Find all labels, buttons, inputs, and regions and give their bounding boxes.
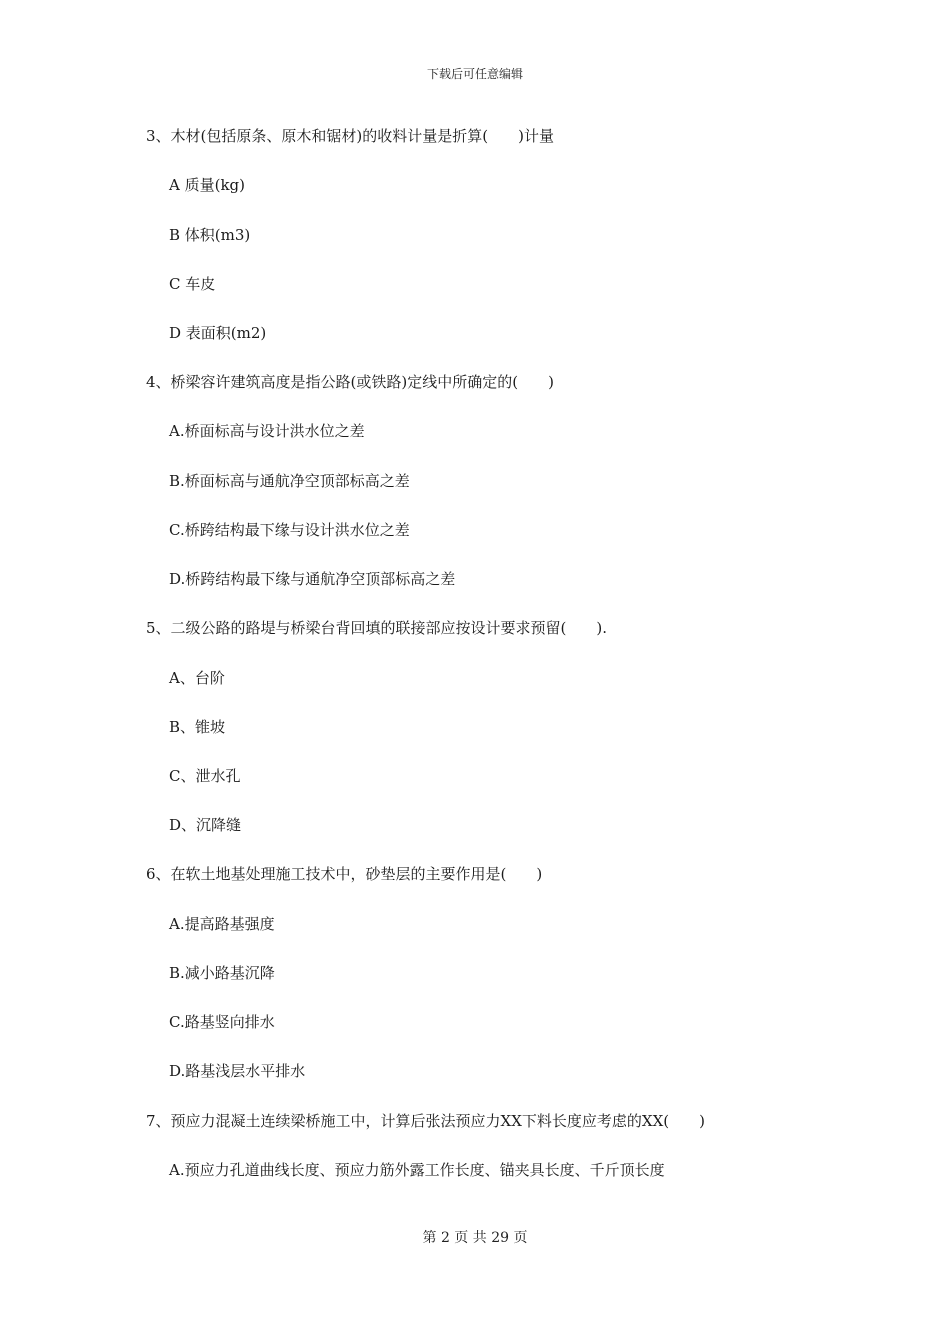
option-6d: D.路基浅层水平排水	[169, 1062, 306, 1080]
option-4b: B.桥面标高与通航净空顶部标高之差	[169, 472, 410, 490]
option-3c: C 车皮	[169, 275, 216, 293]
page-footer: 第 2 页 共 29 页	[422, 1230, 528, 1246]
option-6b: B.减小路基沉降	[169, 964, 275, 982]
option-7a: A.预应力孔道曲线长度、预应力筋外露工作长度、锚夹具长度、千斤顶长度	[169, 1161, 665, 1179]
option-4a: A.桥面标高与设计洪水位之差	[169, 422, 365, 440]
page-header: 下载后可任意编辑	[426, 67, 523, 81]
option-6a: A.提高路基强度	[169, 915, 275, 933]
option-5a: A、台阶	[169, 669, 225, 687]
question-4: 4、桥梁容许建筑高度是指公路(或铁路)定线中所确定的( )	[146, 373, 554, 391]
option-3a: A 质量(kg)	[169, 176, 245, 194]
option-3d: D 表面积(m2)	[169, 324, 267, 342]
question-7: 7、预应力混凝土连续梁桥施工中，计算后张法预应力XX下料长度应考虑的XX( )	[146, 1112, 705, 1130]
option-5d: D、沉降缝	[169, 816, 242, 834]
question-6: 6、在软土地基处理施工技术中，砂垫层的主要作用是( )	[146, 865, 543, 883]
option-4d: D.桥跨结构最下缘与通航净空顶部标高之差	[169, 570, 456, 588]
option-3b: B 体积(m3)	[169, 226, 251, 244]
question-5: 5、二级公路的路堤与桥梁台背回填的联接部应按设计要求预留( ).	[146, 619, 608, 637]
option-4c: C.桥跨结构最下缘与设计洪水位之差	[169, 521, 410, 539]
option-5b: B、锥坡	[169, 718, 226, 736]
question-3: 3、木材(包括原条、原木和锯材)的收料计量是折算( )计量	[146, 127, 554, 145]
option-6c: C.路基竖向排水	[169, 1013, 275, 1031]
option-5c: C、泄水孔	[169, 767, 241, 785]
